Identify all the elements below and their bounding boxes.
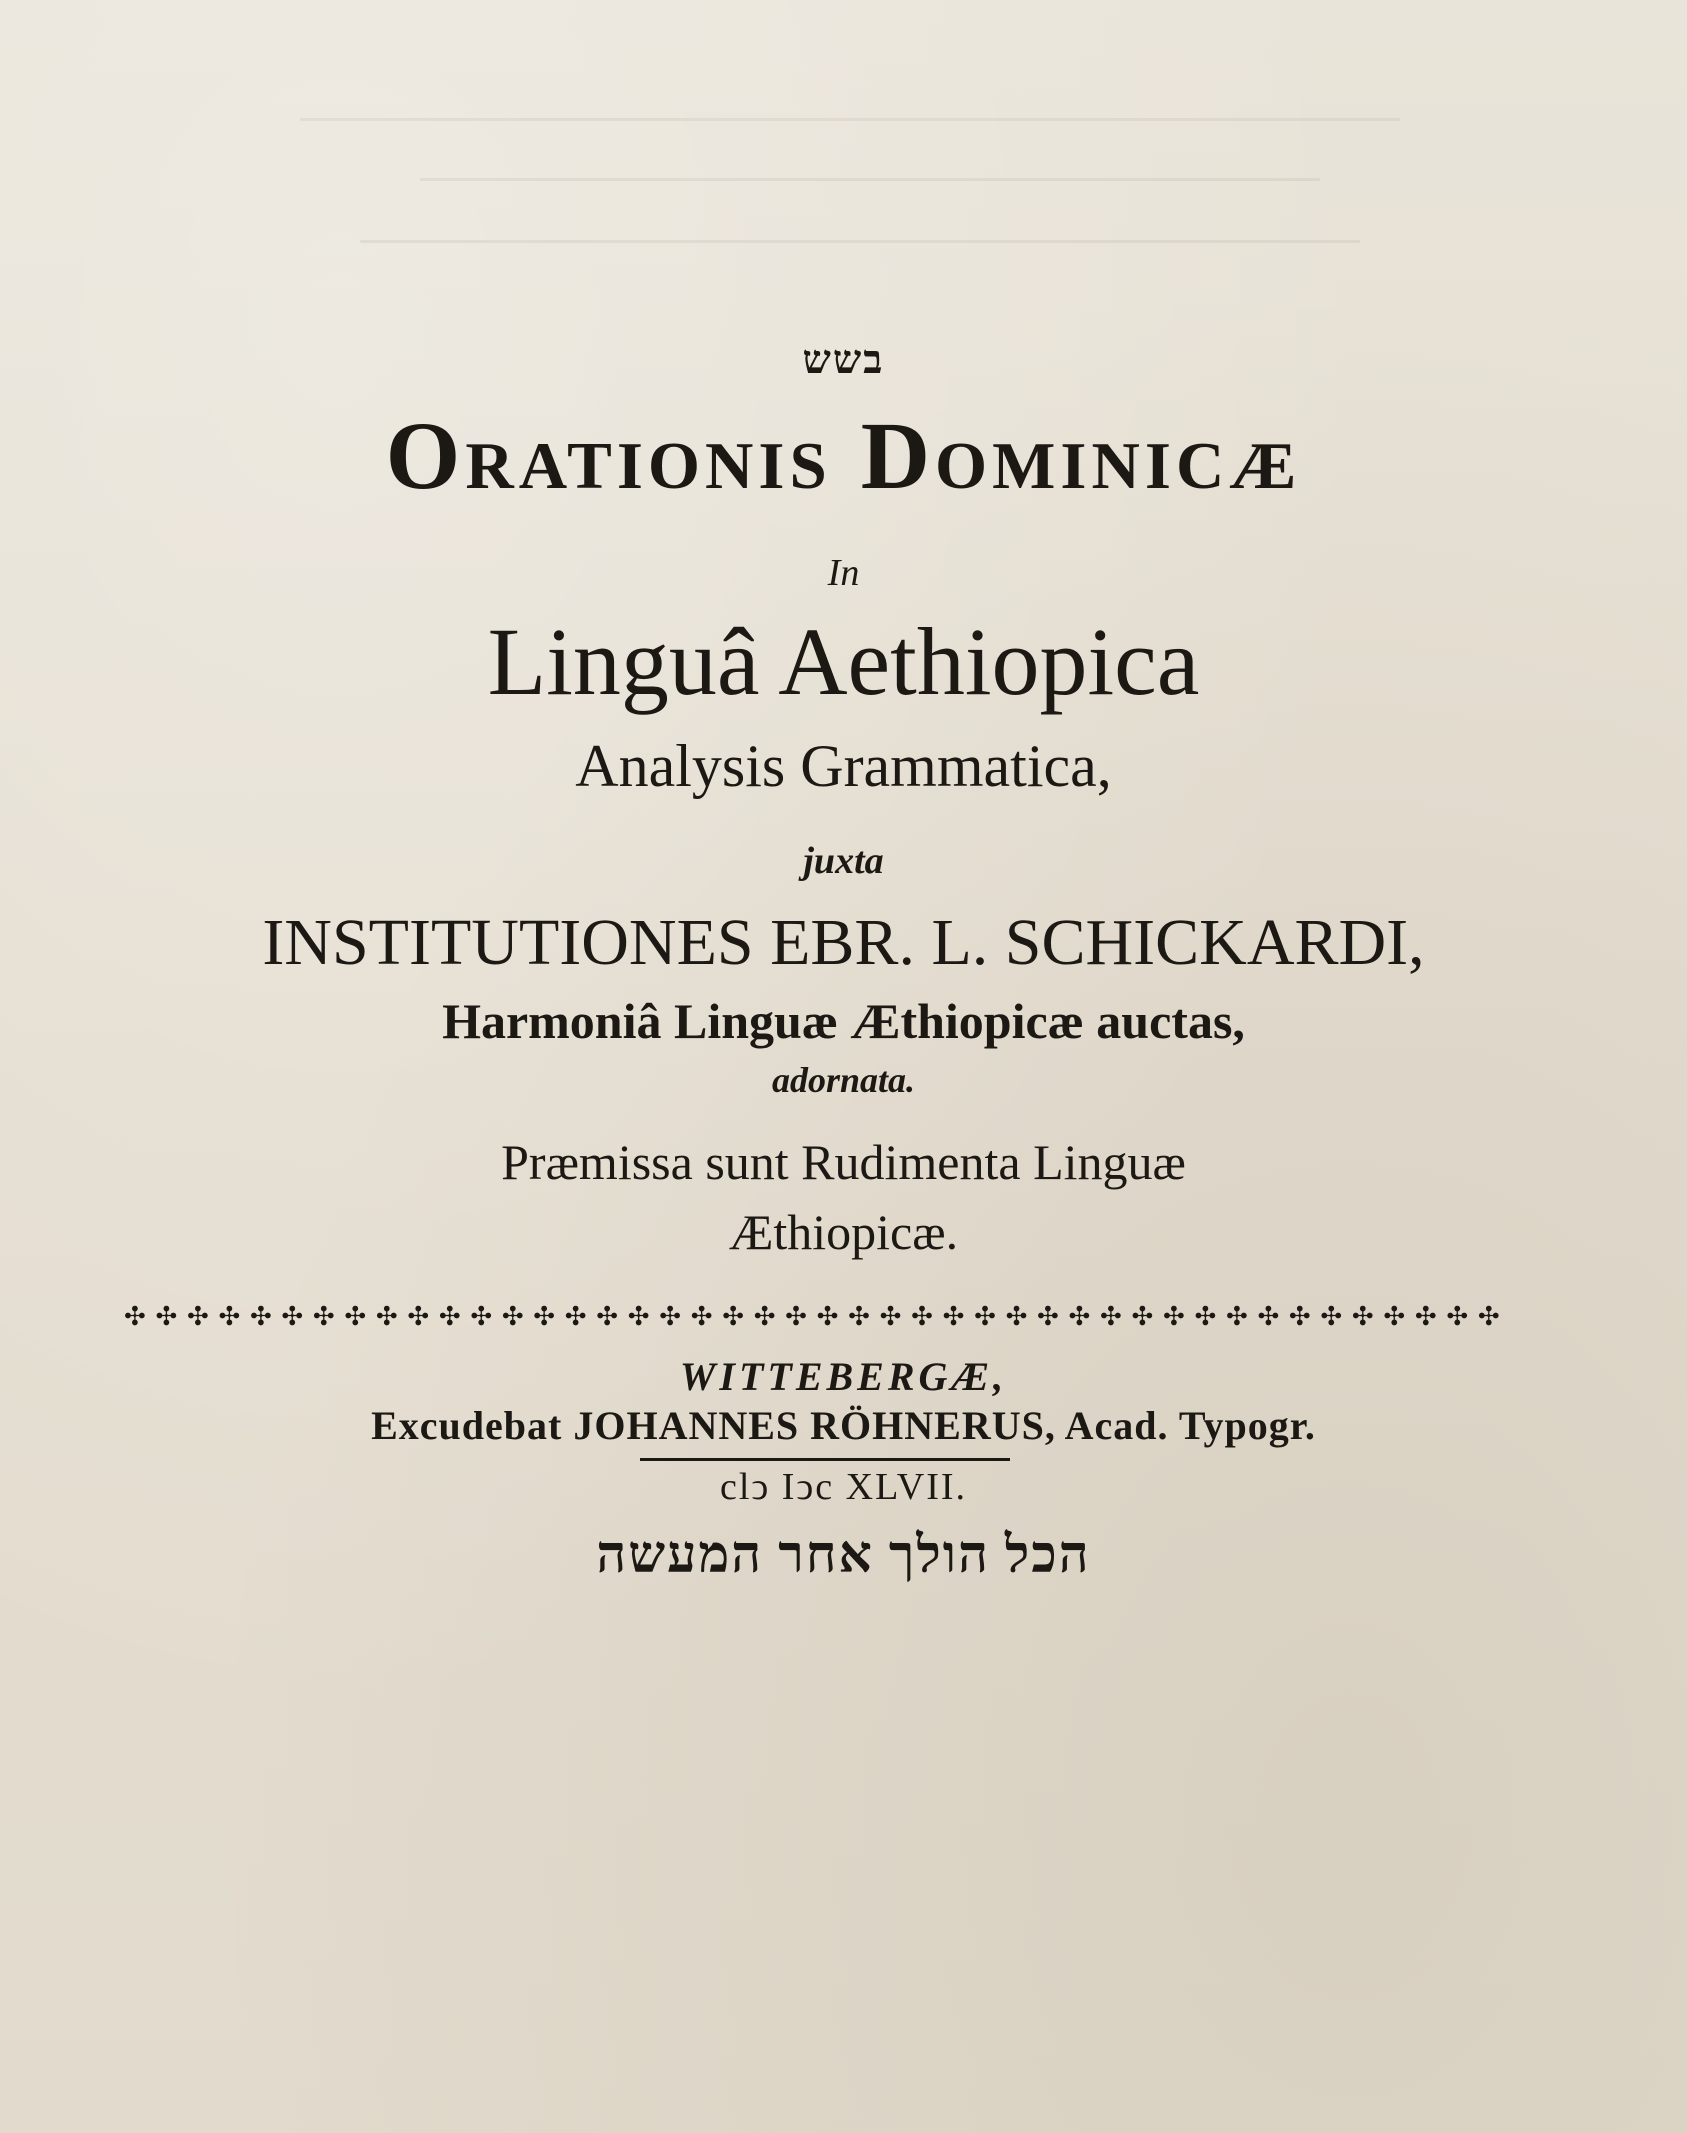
fleuron-icon: ✣ xyxy=(186,1302,209,1331)
fleuron-icon: ✣ xyxy=(1320,1302,1343,1331)
fleuron-icon: ✣ xyxy=(879,1302,902,1331)
fleuron-icon: ✣ xyxy=(438,1302,461,1331)
hebrew-invocation: בשש xyxy=(802,337,885,382)
fleuron-icon: ✣ xyxy=(942,1302,965,1331)
fleuron-icon: ✣ xyxy=(690,1302,713,1331)
fleuron-icon: ✣ xyxy=(1446,1302,1469,1331)
fleuron-icon: ✣ xyxy=(470,1302,493,1331)
juxta-word: juxta xyxy=(803,840,884,882)
fleuron-icon: ✣ xyxy=(1100,1302,1122,1331)
subtitle: Analysis Grammatica, xyxy=(575,733,1112,799)
fleuron-icon: ✣ xyxy=(1194,1302,1217,1331)
institutiones-line: INSTITUTIONES EBR. L. SCHICKARDI, xyxy=(262,906,1425,979)
fleuron-icon: ✣ xyxy=(848,1302,870,1331)
fleuron-icon: ✣ xyxy=(501,1302,524,1331)
hebrew-motto: הכל הולך אחר המעשה xyxy=(596,1527,1091,1584)
ornamental-border xyxy=(124,1300,1500,1334)
imprint-place: WITTEBERGÆ, xyxy=(679,1354,1008,1399)
fleuron-icon: ✣ xyxy=(1037,1302,1059,1331)
fleuron-icon: ✣ xyxy=(375,1302,398,1331)
fleuron-icon: ✣ xyxy=(1351,1302,1374,1331)
fleuron-icon: ✣ xyxy=(785,1302,807,1331)
fleuron-icon: ✣ xyxy=(1257,1302,1280,1331)
fleuron-icon: ✣ xyxy=(722,1302,744,1331)
bleed-through-line xyxy=(420,178,1320,181)
bleed-through-line xyxy=(360,240,1360,243)
fleuron-icon: ✣ xyxy=(1288,1302,1311,1331)
praemissa-line: Præmissa sunt Rudimenta Linguæ xyxy=(501,1134,1186,1190)
language-title: Linguâ Aethiopica xyxy=(487,608,1200,715)
fleuron-icon: ✣ xyxy=(753,1302,776,1331)
harmonia-line: Harmoniâ Linguæ Æthiopicæ auctas, xyxy=(442,993,1245,1049)
fleuron-icon: ✣ xyxy=(281,1302,304,1331)
aethiopicae-line: Æthiopicæ. xyxy=(728,1204,959,1260)
fleuron-icon: ✣ xyxy=(816,1302,839,1331)
in-word: In xyxy=(827,552,860,594)
fleuron-icon: ✣ xyxy=(1068,1302,1091,1331)
fleuron-icon: ✣ xyxy=(564,1302,587,1331)
fleuron-icon: ✣ xyxy=(627,1302,650,1331)
fleuron-icon: ✣ xyxy=(1383,1302,1406,1331)
fleuron-icon: ✣ xyxy=(1414,1302,1437,1331)
fleuron-icon: ✣ xyxy=(407,1302,430,1331)
fleuron-icon: ✣ xyxy=(533,1302,556,1331)
bleed-through-line xyxy=(300,118,1400,121)
fleuron-icon: ✣ xyxy=(911,1302,933,1331)
fleuron-icon: ✣ xyxy=(312,1302,335,1331)
fleuron-icon: ✣ xyxy=(1162,1302,1185,1331)
fleuron-icon: ✣ xyxy=(1225,1302,1248,1331)
fleuron-icon: ✣ xyxy=(155,1302,178,1331)
main-title: Orationis Dominicæ xyxy=(385,402,1302,509)
fleuron-icon: ✣ xyxy=(974,1302,996,1331)
fleuron-icon: ✣ xyxy=(659,1302,682,1331)
fleuron-icon: ✣ xyxy=(218,1302,241,1331)
fleuron-icon: ✣ xyxy=(344,1302,367,1331)
imprint-printer: Excudebat JOHANNES RÖHNERUS, Acad. Typogr. xyxy=(371,1403,1316,1448)
fleuron-icon: ✣ xyxy=(1477,1302,1500,1331)
adornata-word: adornata. xyxy=(771,1060,916,1100)
fleuron-icon: ✣ xyxy=(1005,1302,1028,1331)
imprint-rule xyxy=(640,1458,1010,1461)
fleuron-icon: ✣ xyxy=(249,1302,272,1331)
fleuron-icon: ✣ xyxy=(596,1302,619,1331)
fleuron-icon: ✣ xyxy=(1131,1302,1154,1331)
fleuron-icon: ✣ xyxy=(124,1302,146,1331)
imprint-year: clↄ Iↄc XLVII. xyxy=(719,1466,968,1508)
